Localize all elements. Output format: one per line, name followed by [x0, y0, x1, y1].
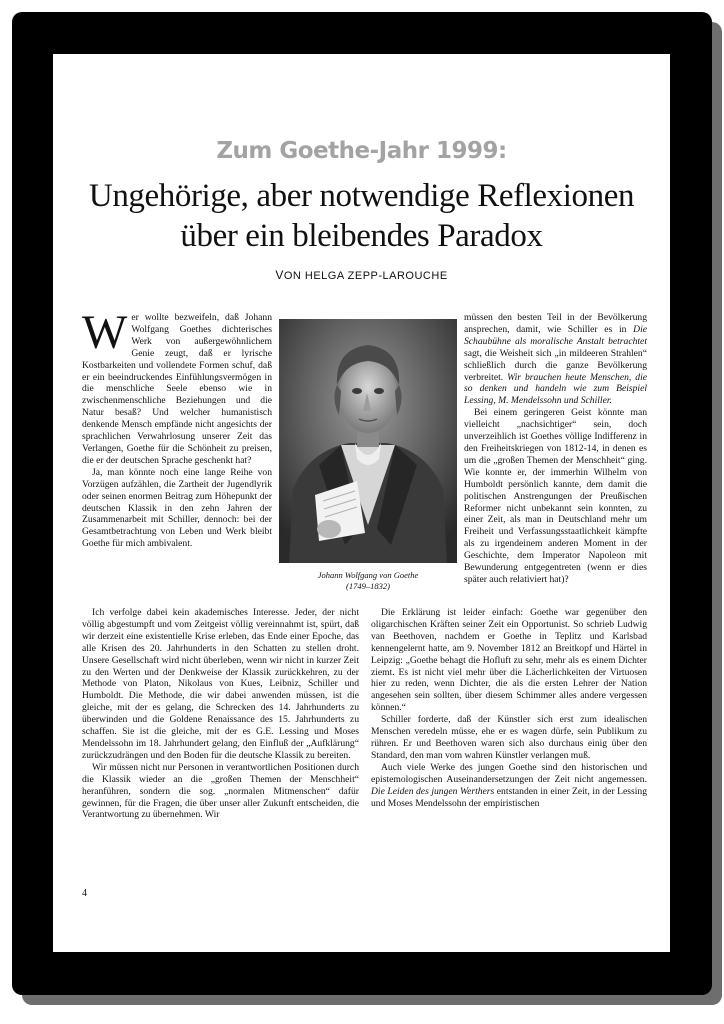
page-number: 4: [82, 888, 87, 899]
title-line-2: über ein bleibendes Paradox: [180, 218, 543, 254]
body-column-left: [82, 306, 272, 550]
body-column-right-top: [464, 312, 647, 586]
body-column-left-lower: [82, 607, 359, 821]
italic-text: Die Leiden des jungen Werthers: [371, 785, 495, 797]
paragraph: Bei einem geringeren Geist könnte man vielleicht „nachsichtiger“ sein, doch unverzeihlich ist Goethes völlige Indifferenz in den Freiheitskriegen von 1812-14, in denen es um die „großen Themen der Menschheit“ ging. Wie konnte er, der immerhin Wilhelm von Humboldt persönlich kannte, dem damit die politischen Anstrengungen der Preußischen Reformer nicht unbekannt sein konnten, zu einer Zeit, als man in Deutschland mehr um Freiheit und Verfassungsstaatlichkeit kämpfte als zu irgendeinem anderen Moment in der Geschichte, dem Imperator Napoleon mit Bewunderung entgegentreten (wenn er dies später auch relativiert hat)?: [464, 407, 647, 585]
paragraph: Schiller forderte, daß der Künstler sich erst zum idealischen Menschen veredeln müsse, ehe er es wagen dürfe, sein Publikum zu rühren. Er und Beethoven waren sich also durchaus einig über den Standard, den man vom wahren Künstler verlangen muß.: [371, 714, 647, 761]
text-run: müssen den besten Teil in der Bevölkerung ansprechen, damit, wie Schiller es in: [464, 312, 647, 335]
article-title: [53, 176, 670, 256]
italic-text: Wir brauchen heute Menschen, die so denken und handeln wie zum Beispiel Lessing, M. Mendelssohn und Schiller.: [464, 371, 647, 407]
byline-text: ON HELGA ZEPP-LAROUCHE: [283, 270, 448, 282]
italic-text: Die Schaubühne als moralische Anstalt betrachtet: [464, 323, 647, 347]
image-caption: [279, 570, 457, 592]
goethe-portrait-image: [279, 319, 457, 563]
paragraph: Ja, man könnte noch eine lange Reihe von Vorzügen aufzählen, die Zartheit der Jugendlyrik oder seinen enormen Beitrag zum Höhepunkt der deutschen Klassik in den zehn Jahren der Zusammenarbeit mit Schiller, dennoch: bei der Gesamtbetrachtung von Leben und Werk bleibt Goethe für mich ambivalent.: [82, 466, 272, 550]
text-run: entstanden in einer Zeit, in der Lessing und Moses Mendelssohn der empiristischen: [371, 785, 648, 809]
text-run: sagt, die Weisheit sich „in mildeeren Strahlen“ schließlich durch die ganze Bevölkerung verbreitet.: [464, 347, 647, 383]
paragraph: [371, 762, 647, 810]
paragraph: [464, 312, 647, 407]
paragraph: Die Erklärung ist leider einfach: Goethe war gegenüber den oligarchischen Kräften seiner Zeit ein Opportunist. So schrieb Ludwig van Beethoven, nachdem er Goethe in Teplitz und Karlsbad kennengelernt hatte, am 9. November 1812 an Breitkopf und Härtel in Leipzig: „Goethe behagt die Hofluft zu sehr, mehr als es einem Dichter ziemt. Es ist nicht viel mehr über die Lächerlichkeiten der Virtuosen hier zu reden, wenn Dichter, die als die ersten Lehrer der Nation angesehen sein sollten, über diesem Schimmer alles andere vergessen können.“: [371, 607, 647, 714]
article-byline: [53, 268, 670, 282]
magazine-page: [53, 54, 670, 952]
drop-cap: W: [82, 306, 128, 359]
paragraph: [82, 306, 272, 467]
caption-name: Johann Wolfgang von Goethe: [317, 570, 419, 580]
paragraph-text: er wollte bezweifeln, daß Johann Wolfgang Goethes dichterisches Werk von außergewöhnlichem Genie zeugt, daß er lyrische Kostbarkeiten und vollendete Formen schuf, daß er ein beeindruckendes Einfühlungsvermögen in die menschliche Seele ebenso wie in zwischenmenschliche Beziehungen und die Natur besaß? Und welcher humanistisch denkende Mensch empfände nicht angesichts der sprachlichen Verwahrlosung unserer Zeit das Verlangen, Goethe für die Schönheit zu preisen, die er der deutschen Sprache geschenkt hat?: [82, 312, 272, 466]
text-run: Auch viele Werke des jungen Goethe sind den historischen und epistemologischen Auseinandersetzungen der Zeit nicht angemessen.: [371, 761, 647, 785]
title-line-1: Ungehörige, aber notwendige Reflexionen: [88, 178, 635, 214]
byline-initial: V: [275, 268, 284, 282]
body-column-right-lower: [371, 607, 647, 809]
paragraph: Ich verfolge dabei kein akademisches Interesse. Jeder, der nicht völlig abgestumpft und vom Zeitgeist völlig vereinnahmt ist, spürt, daß wir derzeit eine existentielle Krise erleben, das Ende einer Epoche, das alle Krisen des 20. Jahrhunderts in den Schatten zu stellen droht. Unsere Gesellschaft wird nicht überleben, wenn wir nicht in kurzer Zeit zu den Werten und der Denkweise der Klassik zurückkehren, zu der Methode von Platon, Nikolaus von Kues, Leibniz, Schiller und Humboldt. Die Methode, die wir dabei anwenden müssen, ist die gleiche, mit der es gelang, die Schrecken des 14. Jahrhunderts zu überwinden und die Goldene Renaissance des 15. Jahrhunderts zu schaffen. Sie ist die gleiche, mit der es G.E. Lessing und Moses Mendelssohn im 18. Jahrhundert gelang, den Einfluß der „Aufklärung“ zurückzudrängen und den Boden für die deutsche Klassik zu bereiten.: [82, 607, 359, 761]
paragraph: Wir müssen nicht nur Personen in verantwortlichen Positionen durch die Klassik wieder an die „großen Themen der Menschheit“ heranführen, sondern die sog. „normalen Mitmenschen“ dafür gewinnen, für die Fragen, die über unser aller Zukunft entscheiden, die Verantwortung zu übernehmen. Wir: [82, 761, 359, 821]
article-kicker: Zum Goethe-Jahr 1999:: [216, 138, 507, 164]
caption-years: (1749–1832): [346, 581, 390, 591]
